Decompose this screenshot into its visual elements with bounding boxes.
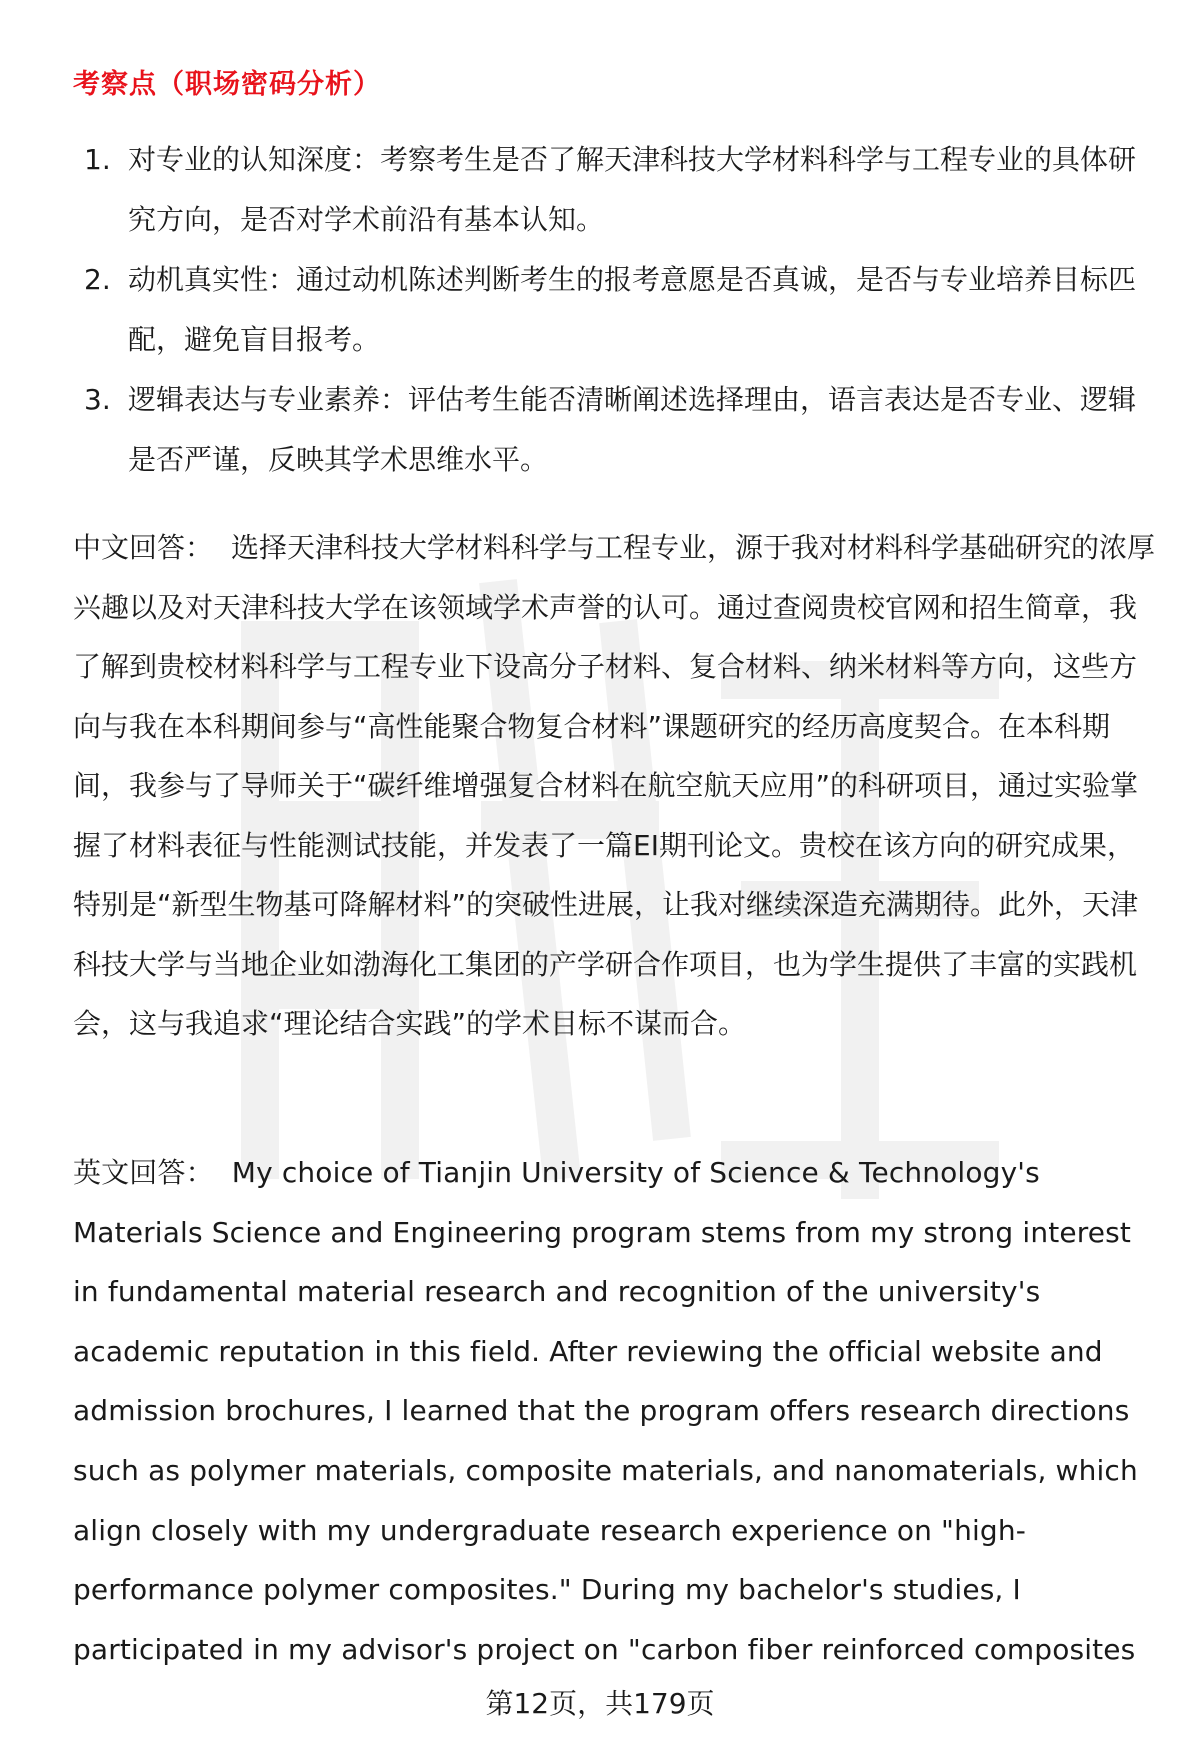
section-title: 考察点（职场密码分析） <box>73 69 381 100</box>
english-answer-text: My choice of Tianjin University of Science & Technology's Materials Science and Engineering program stems from my strong interest in fundamental material research and recognition of the university's academic reputation in this field. After reviewing the official website and admission brochures, I learned that the program offers research directions such as polymer materials, composite materials, and nanomaterials, which align closely with my undergraduate research experience on "high-performance polymer composites." During my bachelor's studies, I participated in my advisor's project on "carbon fiber reinforced composites <box>73 1156 1138 1666</box>
list-item-number: 2. <box>84 263 111 296</box>
assessment-points-list <box>84 130 1144 490</box>
list-item <box>84 130 1144 250</box>
list-item-text: 动机真实性：通过动机陈述判断考生的报考意愿是否真诚，是否与专业培养目标匹配，避免盲目报考。 <box>128 263 1137 356</box>
english-answer-label: 英文回答： <box>73 1156 214 1189</box>
chinese-answer-label: 中文回答： <box>73 531 214 564</box>
chinese-answer-paragraph <box>73 518 1158 1054</box>
list-item-number: 1. <box>84 143 111 176</box>
list-item-text: 对专业的认知深度：考察考生是否了解天津科技大学材料科学与工程专业的具体研究方向，是否对学术前沿有基本认知。 <box>128 143 1137 236</box>
list-item <box>84 250 1144 370</box>
list-item-text: 逻辑表达与专业素养：评估考生能否清晰阐述选择理由，语言表达是否专业、逻辑是否严谨，反映其学术思维水平。 <box>128 383 1137 476</box>
page-number-footer: 第12页，共179页 <box>485 1687 715 1720</box>
list-item <box>84 370 1144 490</box>
english-answer-paragraph <box>73 1143 1158 1679</box>
chinese-answer-text: 选择天津科技大学材料科学与工程专业，源于我对材料科学基础研究的浓厚兴趣以及对天津科技大学在该领域学术声誉的认可。通过查阅贵校官网和招生简章，我了解到贵校材料科学与工程专业下设高分子材料、复合材料、纳米材料等方向，这些方向与我在本科期间参与“高性能聚合物复合材料”课题研究的经历高度契合。在本科期间，我参与了导师关于“碳纤维增强复合材料在航空航天应用”的科研项目，通过实验掌握了材料表征与性能测试技能，并发表了一篇EI期刊论文。贵校在该方向的研究成果，特别是“新型生物基可降解材料”的突破性进展，让我对继续深造充满期待。此外，天津科技大学与当地企业如渤海化工集团的产学研合作项目，也为学生提供了丰富的实践机会，这与我追求“理论结合实践”的学术目标不谋而合。 <box>73 531 1156 1040</box>
list-item-number: 3. <box>84 383 111 416</box>
